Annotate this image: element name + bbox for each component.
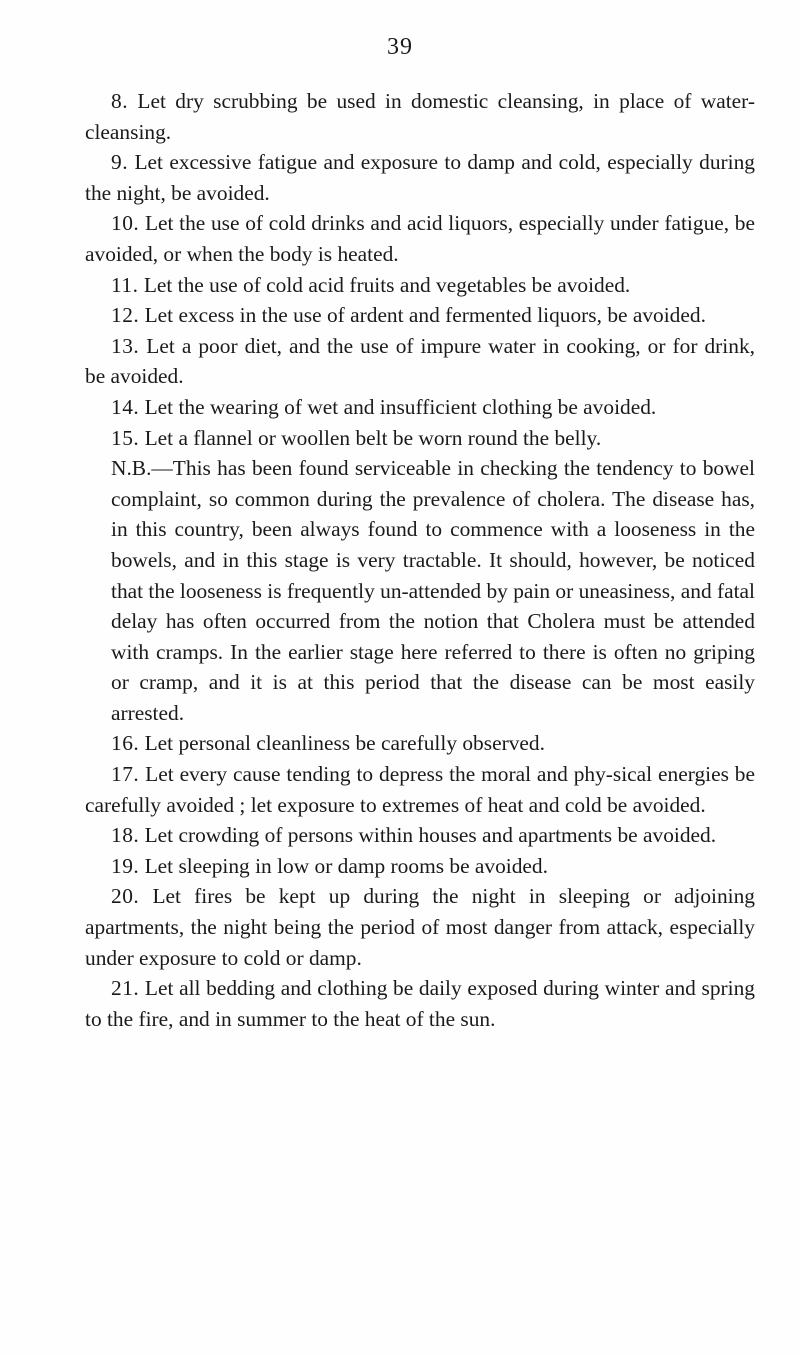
rule-item-18 — [85, 820, 755, 851]
rule-number: 8. — [111, 89, 129, 113]
rule-text: Let all bedding and clothing be daily exposed during winter and spring to the fire, and in summer to the heat of the sun. — [85, 976, 755, 1031]
rule-text: Let excess in the use of ardent and fermented liquors, be avoided. — [144, 303, 706, 328]
rule-number: 11. — [111, 272, 139, 297]
rule-item-21 — [85, 973, 755, 1034]
rule-item-14 — [85, 392, 755, 423]
rule-item-20 — [85, 881, 755, 973]
rule-number: 10. — [111, 211, 140, 236]
rule-item-8 — [85, 86, 755, 147]
rule-text: Let excessive fatigue and exposure to damp and cold, especially during the night, be avoided. — [85, 150, 755, 205]
rule-number: 17. — [111, 762, 140, 787]
rule-text: Let the use of cold acid fruits and vegetables be avoided. — [143, 272, 631, 297]
rule-item-9 — [85, 147, 755, 208]
rule-item-15 — [85, 423, 755, 454]
rule-text: Let sleeping in low or damp rooms be avoided. — [144, 853, 548, 878]
rule-item-16 — [85, 728, 755, 759]
rule-item-17 — [85, 759, 755, 820]
rule-number: 16. — [111, 731, 140, 756]
rule-number: 18. — [111, 823, 140, 848]
rule-text: Let fires be kept up during the night in sleeping or adjoining apartments, the night being the period of most danger from attack, especially under exposure to cold or damp. — [85, 884, 755, 970]
rule-item-10 — [85, 208, 755, 269]
nb-note: N.B.—This has been found serviceable in checking the tendency to bowel complaint, so common during the prevalence of cholera. The disease has, in this country, been always found to commence with a looseness in the bowels, and in this stage is very tractable. It should, however, be noticed that the looseness is frequently un-attended by pain or uneasiness, and fatal delay has often occurred from the notion that Cholera must be attended with cramps. In the earlier stage here referred to there is often no griping or cramp, and it is at this period that the disease can be most easily arrested. — [111, 456, 755, 725]
page-number: 39 — [387, 34, 413, 60]
rule-item-12 — [85, 300, 755, 331]
rule-text: Let crowding of persons within houses and apartments be avoided. — [144, 823, 717, 848]
rule-item-19 — [85, 851, 755, 882]
rule-number: 9. — [111, 150, 129, 175]
rule-text: Let the use of cold drinks and acid liquors, especially under fatigue, be avoided, or when the body is heated. — [85, 211, 755, 266]
rule-text: Let the wearing of wet and insufficient clothing be avoided. — [144, 394, 657, 419]
rule-number: 19. — [111, 853, 140, 878]
rule-text: Let personal cleanliness be carefully observed. — [144, 731, 545, 756]
rule-number: 13. — [111, 333, 140, 358]
rule-item-11 — [85, 270, 755, 301]
rule-number: 14. — [111, 394, 140, 419]
rule-text: Let every cause tending to depress the moral and phy-sical energies be carefully avoided ; let exposure to extremes of heat and cold be avoided. — [85, 762, 755, 817]
rule-text: Let dry scrubbing be used in domestic cleansing, in place of water-cleansing. — [85, 89, 755, 144]
rule-text: Let a flannel or woollen belt be worn round the belly. — [144, 425, 602, 450]
rule-number: 15. — [111, 425, 140, 450]
rule-number: 21. — [111, 976, 140, 1001]
rules-text — [85, 86, 755, 1034]
rule-text: Let a poor diet, and the use of impure water in cooking, or for drink, be avoided. — [85, 333, 755, 389]
rule-item-13 — [85, 331, 755, 392]
rule-number: 20. — [111, 884, 140, 909]
rule-number: 12. — [111, 303, 140, 328]
